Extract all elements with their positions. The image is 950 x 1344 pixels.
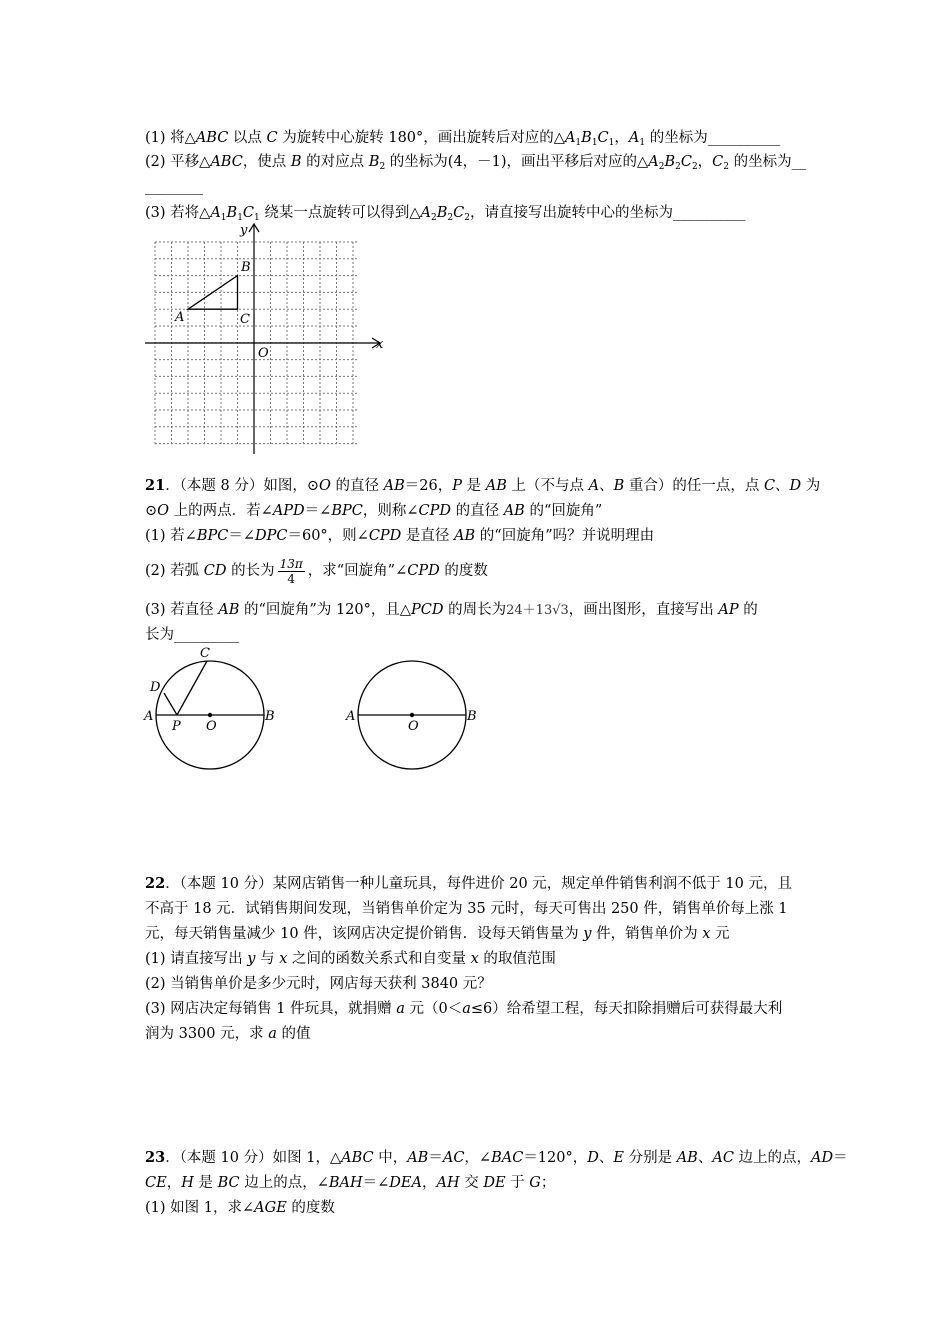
q22-part1: (1) 请直接写出 y 与 x 之间的函数关系式和自变量 x 的取值范围 bbox=[145, 951, 556, 967]
fig1-label-O: O bbox=[206, 719, 217, 734]
q21-part3-blank: 长为_________ bbox=[145, 627, 240, 643]
q20-part3: (3) 若将$\triangle A_1B_1C_1$ 绕某一点旋转可以得到$\triangle A_2B_2C_2$，请直接写出旋转中心的坐标为__________ bbox=[145, 205, 746, 223]
q21-part3: (3) 若直径 AB 的“回旋角”为 120°，且△PCD 的周长为24＋13√3，画出图形，直接写出 AP 的 bbox=[145, 602, 758, 618]
q22-line3: 元，每天销售量减少 10 件，该网店决定提价销售．设每天销售量为 y 件，销售单价为 x 元 bbox=[145, 926, 730, 942]
label-A: A bbox=[175, 310, 185, 325]
circle-figure-2 bbox=[340, 642, 490, 777]
q23-part1: (1) 如图 1，求∠AGE 的度数 bbox=[145, 1200, 335, 1216]
fig1-label-C: C bbox=[200, 646, 210, 661]
q21-part1: (1) 若∠BPC＝∠DPC＝60°，则∠CPD 是直径 AB 的“回旋角”吗？并说明理由 bbox=[145, 528, 655, 544]
label-O: O bbox=[258, 346, 269, 361]
fig1-label-B: B bbox=[265, 709, 275, 724]
fraction-13pi-over-4: $\frac{13\pi}{4}$ bbox=[279, 556, 303, 586]
fig1-label-A: A bbox=[144, 709, 154, 724]
q22-line1: 22．（本题 10 分）某网店销售一种儿童玩具，每件进价 20 元，规定单件销售利润不低于 10 元，且 bbox=[145, 875, 792, 892]
fig2-label-O: O bbox=[408, 719, 419, 734]
q21-part2: (2) 若弧 CD 的长为 $\frac{13\pi}{4}$ ，求“回旋角”∠CPD 的度数 bbox=[145, 556, 488, 586]
q22-part2: (2) 当销售单价是多少元时，网店每天获利 3840 元？ bbox=[145, 976, 492, 992]
fig2-label-B: B bbox=[467, 709, 477, 724]
fig2-label-A: A bbox=[346, 709, 356, 724]
q20-part2: (2) 平移△ABC，使点 B 的对应点 $B_2$ 的坐标为(4，－1)，画出平移后对应的$\triangle A_2B_2C_2$，$C_2$ 的坐标为__ bbox=[145, 154, 807, 172]
coordinate-grid-figure bbox=[140, 222, 390, 457]
label-C: C bbox=[240, 312, 250, 327]
q20-part2-blank: ________ bbox=[145, 179, 203, 195]
q21-line1: 21．（本题 8 分）如图，⊙O 的直径 AB＝26，P 是 AB 上（不与点 A、B 重合）的任一点，点 C、D 为 bbox=[145, 477, 821, 494]
label-y: y bbox=[240, 223, 248, 238]
fig1-label-D: D bbox=[150, 680, 161, 695]
q22-part3-cont: 润为 3300 元，求 a 的值 bbox=[145, 1026, 311, 1042]
q23-line1: 23．（本题 10 分）如图 1，△ABC 中，AB＝AC，∠BAC＝120°，D、E 分别是 AB、AC 边上的点，AD＝ bbox=[145, 1149, 848, 1166]
label-x: x bbox=[376, 337, 384, 352]
label-B: B bbox=[241, 260, 251, 275]
q20-part1: (1) 将△ABC 以点 C 为旋转中心旋转 180°，画出旋转后对应的$\triangle A_1B_1C_1$，$A_1$ 的坐标为__________ bbox=[145, 130, 781, 148]
fig1-label-P: P bbox=[172, 719, 181, 734]
q21-line2: ⊙O 上的两点．若∠APD＝∠BPC，则称∠CPD 的直径 AB 的“回旋角” bbox=[145, 503, 603, 519]
q22-line2: 不高于 18 元．试销售期间发现，当销售单价定为 35 元时，每天可售出 250 件，销售单价每上涨 1 bbox=[145, 901, 788, 917]
q22-part3: (3) 网店决定每销售 1 件玩具，就捐赠 a 元（0＜a≤6）给希望工程，每天扣除捐赠后可获得最大利 bbox=[145, 1001, 783, 1017]
q23-line2: CE，H 是 BC 边上的点，∠BAH＝∠DEA，AH 交 DE 于 G； bbox=[145, 1175, 556, 1191]
circle-figure-1 bbox=[140, 642, 290, 777]
